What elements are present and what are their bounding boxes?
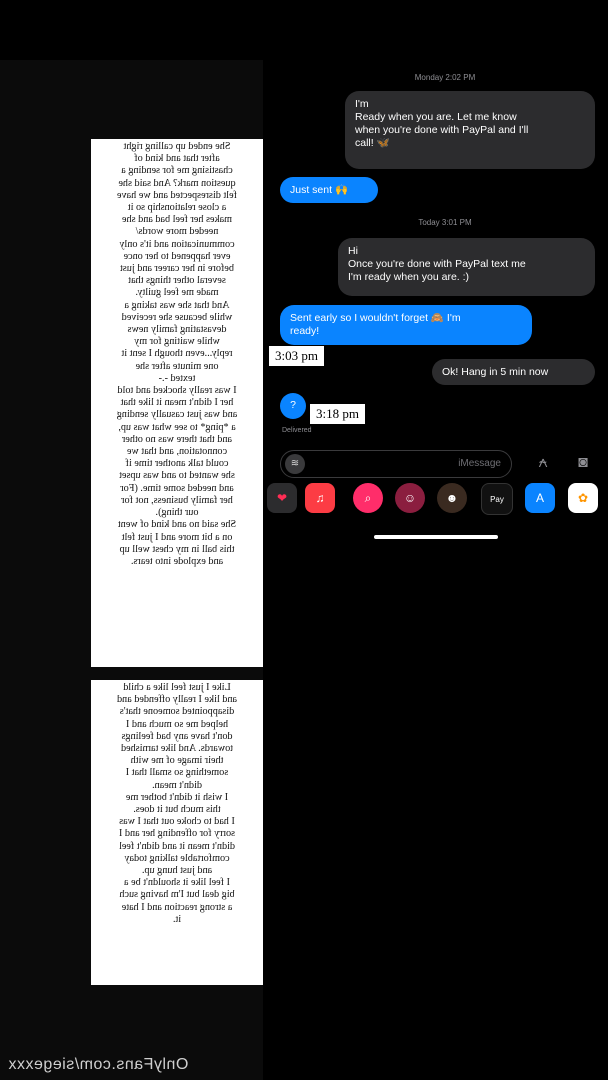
- app-store-icon[interactable]: ⍲: [538, 454, 548, 471]
- message-input[interactable]: [280, 450, 512, 478]
- message-bubble-received[interactable]: Ok! Hang in 5 min now: [432, 359, 595, 385]
- message-bubble-received[interactable]: Hi Once you're done with PayPal text me I'm ready when you are. :): [338, 238, 595, 296]
- input-placeholder: iMessage: [458, 458, 501, 469]
- timestamp: Today 3:01 PM: [418, 218, 472, 227]
- message-bubble-sent[interactable]: Sent early so I wouldn't forget 🙈 I'm ready!: [280, 305, 532, 345]
- watermark: OnlyFans.com/siegexxx: [8, 1056, 189, 1073]
- heart-app-icon[interactable]: ❤: [267, 483, 297, 513]
- microphone-icon[interactable]: ≋: [285, 454, 305, 474]
- timestamp: Monday 2:02 PM: [414, 73, 476, 82]
- time-annotation: 3:03 pm: [268, 345, 325, 367]
- text-note-2: Like I just feel like a child and like I really offended and disappointed someone that's helped me so much and I don't have any bad feelings towards. And like tarnished their image of me with something so small that I didn't mean. I wish it didn't bother me this much but it does. I had to choke out that I was sorry for offending her and I didn't mean it and didn't feel comfortable talking today and just hung up. I feel like it shouldn't be a big deal but I'm having such a strong reaction and I hate it.: [91, 680, 263, 985]
- message-bubble-received[interactable]: I'm Ready when you are. Let me know when you're done with PayPal and I'll call! 🦋: [345, 91, 595, 169]
- app-store-app-icon[interactable]: A: [525, 483, 555, 513]
- app-drawer: [263, 483, 608, 517]
- apple-pay-icon[interactable]: Pay: [481, 483, 513, 515]
- message-bubble-sent[interactable]: Just sent 🙌: [280, 177, 378, 203]
- music-app-icon[interactable]: ♫: [305, 483, 335, 513]
- message-bubble-sent[interactable]: ?: [280, 393, 306, 419]
- time-annotation: 3:18 pm: [309, 403, 366, 425]
- home-indicator[interactable]: [374, 535, 498, 539]
- search-images-icon[interactable]: ⌕: [353, 483, 383, 513]
- delivered-label: Delivered: [282, 427, 312, 434]
- memoji-sticker-icon[interactable]: ☻: [437, 483, 467, 513]
- text-note-1: She ended up calling right after that and kind of chastising me for sending a question mark? And said she felt disrespected and we have a close relationship so it makes her feel bad and she needed more words/ communication and it's only ever happened to her once before in her career and just several other things that made me feel guilty. And that she was taking a while because she received devastating family news while waiting for my reply...even though I sent it one minute after she texted -.- I was really shocked and told her I didn't mean it like that and was just casually sending a *ping* to see what was up, and that there was no other connotation, and that we could talk another time if she wanted to and was upset and needed some time. (For her family business, not for our thing). She said no and kind of went on a bit more and I just felt this ball in my chest well up and explode into tears.: [91, 139, 263, 667]
- memoji-icon[interactable]: ☺: [395, 483, 425, 513]
- lower-area: [263, 545, 608, 1080]
- photos-app-icon[interactable]: ✿: [568, 483, 598, 513]
- camera-icon[interactable]: ◙: [578, 454, 588, 471]
